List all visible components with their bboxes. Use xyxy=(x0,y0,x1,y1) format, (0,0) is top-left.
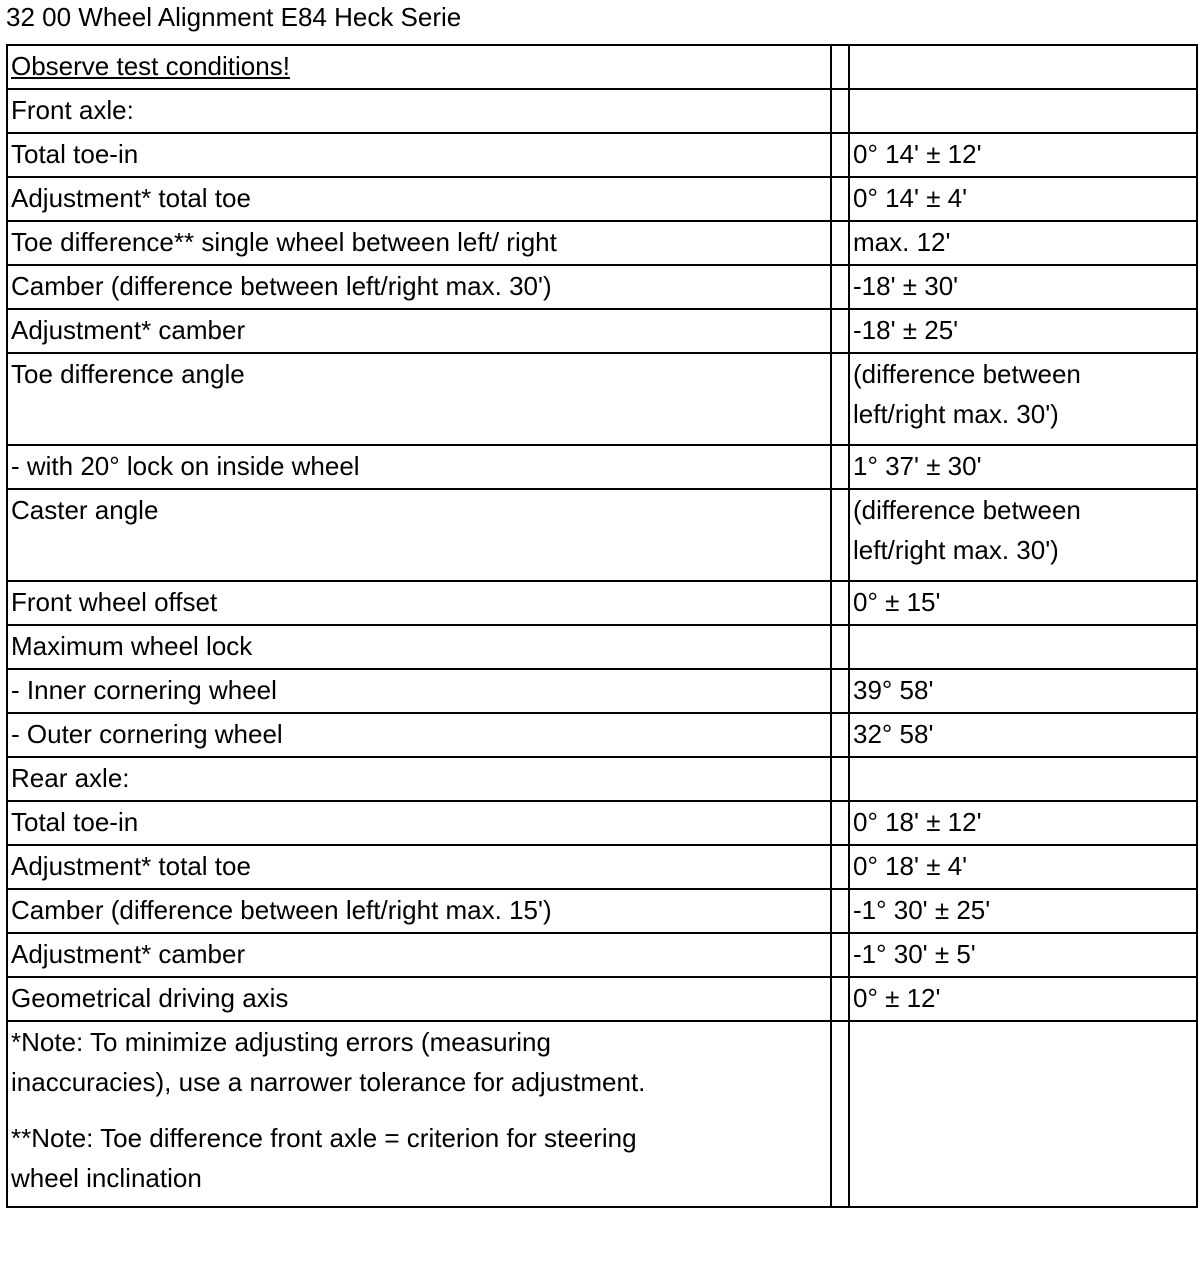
row-value xyxy=(849,489,1197,581)
note-line: *Note: To minimize adjusting errors (measuring xyxy=(11,1027,551,1057)
row-value-line: left/right max. 30') xyxy=(853,399,1059,429)
table-row xyxy=(7,45,1197,89)
column-separator xyxy=(831,977,849,1021)
table-row xyxy=(7,89,1197,133)
row-value: -1° 30' ± 25' xyxy=(849,889,1197,933)
row-value: -1° 30' ± 5' xyxy=(849,933,1197,977)
row-label: Adjustment* total toe xyxy=(7,845,831,889)
table-row xyxy=(7,669,1197,713)
row-label: Geometrical driving axis xyxy=(7,977,831,1021)
column-separator xyxy=(831,45,849,89)
row-label: Camber (difference between left/right max. 15') xyxy=(7,889,831,933)
row-label: Toe difference** single wheel between left/ right xyxy=(7,221,831,265)
column-separator xyxy=(831,177,849,221)
row-value: -18' ± 30' xyxy=(849,265,1197,309)
table-row xyxy=(7,489,1197,581)
table-row xyxy=(7,265,1197,309)
row-value xyxy=(849,1021,1197,1207)
row-label: Maximum wheel lock xyxy=(7,625,831,669)
test-conditions-link-text: Observe test conditions! xyxy=(11,51,290,81)
column-separator xyxy=(831,445,849,489)
column-separator xyxy=(831,581,849,625)
table-row xyxy=(7,445,1197,489)
row-label: Caster angle xyxy=(7,489,831,581)
row-label xyxy=(7,45,831,89)
column-separator xyxy=(831,933,849,977)
row-value: 0° 18' ± 12' xyxy=(849,801,1197,845)
table-row xyxy=(7,309,1197,353)
column-separator xyxy=(831,845,849,889)
row-value xyxy=(849,89,1197,133)
row-value: 39° 58' xyxy=(849,669,1197,713)
note-line: inaccuracies), use a narrower tolerance for adjustment. xyxy=(11,1067,646,1097)
table-row xyxy=(7,177,1197,221)
row-value: 0° 14' ± 4' xyxy=(849,177,1197,221)
column-separator xyxy=(831,669,849,713)
row-label: Adjustment* camber xyxy=(7,933,831,977)
column-separator xyxy=(831,713,849,757)
table-row xyxy=(7,625,1197,669)
alignment-spec-table xyxy=(6,44,1198,1208)
row-value: max. 12' xyxy=(849,221,1197,265)
notes-row xyxy=(7,1021,1197,1207)
row-value: 0° ± 12' xyxy=(849,977,1197,1021)
column-separator xyxy=(831,625,849,669)
column-separator xyxy=(831,221,849,265)
row-value: 0° 18' ± 4' xyxy=(849,845,1197,889)
notes-cell xyxy=(7,1021,831,1207)
row-label: Camber (difference between left/right max. 30') xyxy=(7,265,831,309)
column-separator xyxy=(831,309,849,353)
row-value xyxy=(849,45,1197,89)
row-value-line: (difference between xyxy=(853,495,1081,525)
row-label: Rear axle: xyxy=(7,757,831,801)
row-label: Total toe-in xyxy=(7,133,831,177)
row-value: 0° 14' ± 12' xyxy=(849,133,1197,177)
row-label: Toe difference angle xyxy=(7,353,831,445)
table-row xyxy=(7,713,1197,757)
note-line: wheel inclination xyxy=(11,1163,202,1193)
column-separator xyxy=(831,801,849,845)
page-title: 32 00 Wheel Alignment E84 Heck Serie xyxy=(6,2,462,32)
table-row xyxy=(7,221,1197,265)
row-label: - Outer cornering wheel xyxy=(7,713,831,757)
table-row xyxy=(7,757,1197,801)
row-value xyxy=(849,625,1197,669)
row-label: Total toe-in xyxy=(7,801,831,845)
row-label: - with 20° lock on inside wheel xyxy=(7,445,831,489)
table-row xyxy=(7,801,1197,845)
column-separator xyxy=(831,265,849,309)
table-row xyxy=(7,353,1197,445)
column-separator xyxy=(831,889,849,933)
row-value: -18' ± 25' xyxy=(849,309,1197,353)
row-label: Adjustment* total toe xyxy=(7,177,831,221)
row-value xyxy=(849,353,1197,445)
table-row xyxy=(7,133,1197,177)
row-label: Front wheel offset xyxy=(7,581,831,625)
table-row xyxy=(7,977,1197,1021)
column-separator xyxy=(831,757,849,801)
row-value: 1° 37' ± 30' xyxy=(849,445,1197,489)
note-spacer xyxy=(11,1102,827,1118)
row-label: Front axle: xyxy=(7,89,831,133)
row-value-line: left/right max. 30') xyxy=(853,535,1059,565)
table-row xyxy=(7,889,1197,933)
row-value xyxy=(849,757,1197,801)
column-separator xyxy=(831,353,849,445)
row-value-line: (difference between xyxy=(853,359,1081,389)
column-separator xyxy=(831,1021,849,1207)
row-label: Adjustment* camber xyxy=(7,309,831,353)
table-row xyxy=(7,845,1197,889)
note-line: **Note: Toe difference front axle = criterion for steering xyxy=(11,1123,637,1153)
row-label: - Inner cornering wheel xyxy=(7,669,831,713)
row-value: 32° 58' xyxy=(849,713,1197,757)
table-row xyxy=(7,933,1197,977)
column-separator xyxy=(831,489,849,581)
table-row xyxy=(7,581,1197,625)
column-separator xyxy=(831,89,849,133)
row-value: 0° ± 15' xyxy=(849,581,1197,625)
column-separator xyxy=(831,133,849,177)
